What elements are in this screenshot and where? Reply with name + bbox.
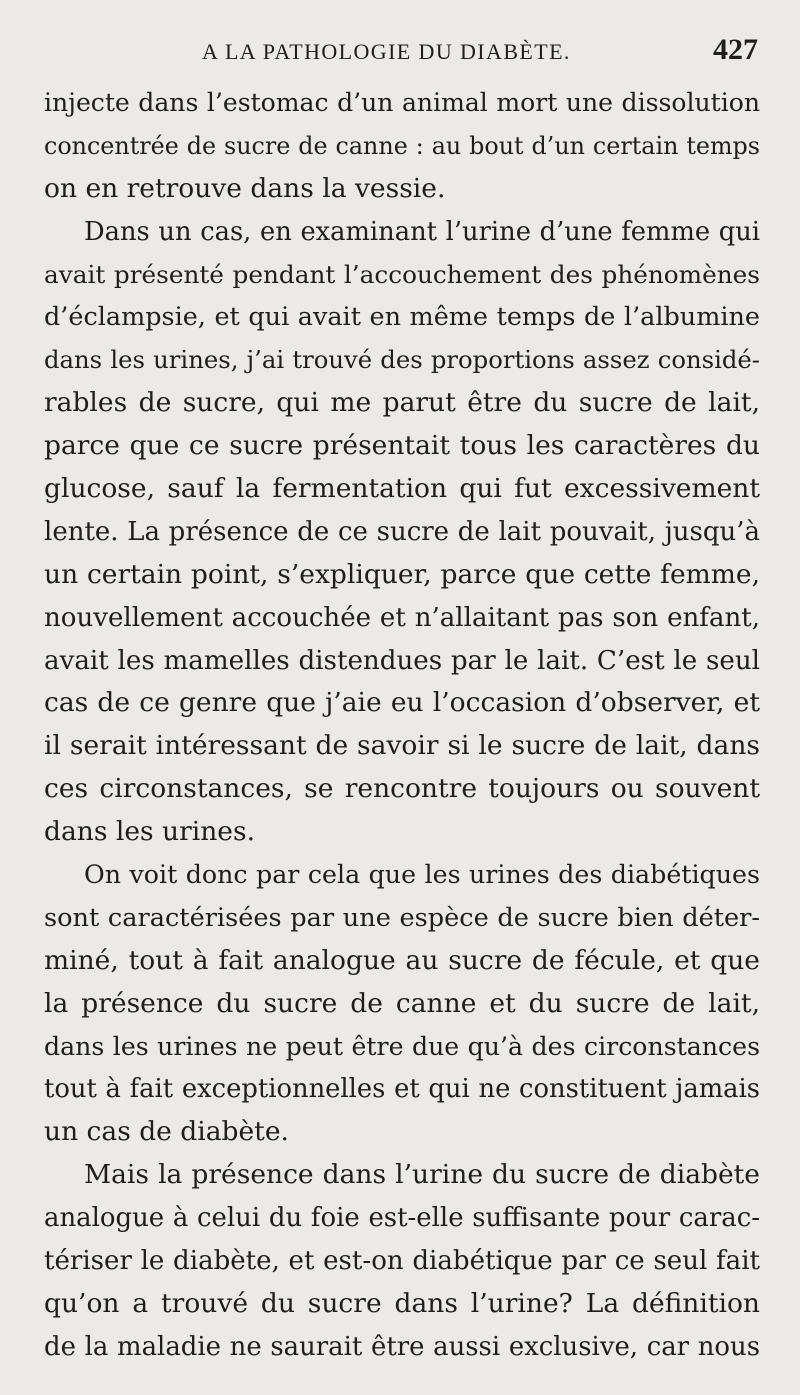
text-line: dans les urines ne peut être due qu’à des circonstances xyxy=(44,1031,760,1061)
text-line: dans les urines. xyxy=(44,816,256,848)
text-line: parce que ce sucre présentait tous les caractères du xyxy=(44,430,760,462)
text-line: On voit donc par cela que les urines des diabétiques xyxy=(84,860,760,890)
text-line: cas de ce genre que j’aie eu l’occasion d’observer, et xyxy=(44,687,760,719)
text-line: injecte dans l’estomac d’un animal mort une dissolution xyxy=(44,88,760,117)
text-line: Dans un cas, en examinant l’urine d’une femme qui xyxy=(84,216,760,247)
text-line: tériser le diabète, et est-on diabétique par ce seul fait xyxy=(44,1246,760,1277)
text-line: rables de sucre, qui me parut être du sucre de lait, xyxy=(44,387,760,419)
page-number: 427 xyxy=(713,33,758,66)
text-line: un certain point, s’expliquer, parce que cette femme, xyxy=(44,558,760,590)
running-title: A LA PATHOLOGIE DU DIABÈTE. xyxy=(202,39,571,64)
text-line: avait les mamelles distendues par le lait. C’est le seul xyxy=(44,645,760,676)
text-line: il serait intéressant de savoir si le sucre de lait, dans xyxy=(44,730,760,762)
text-line: qu’on a trouvé du sucre dans l’urine? La définition xyxy=(44,1287,760,1319)
text-line: lente. La présence de ce sucre de lait pouvait, jusqu’à xyxy=(44,516,760,547)
text-line: la présence du sucre de canne et du sucre de lait, xyxy=(44,987,760,1019)
page-header xyxy=(44,35,758,69)
text-line: tout à fait exceptionnelles et qui ne constituent jamais xyxy=(44,1074,760,1105)
text-line: glucose, sauf la fermentation qui fut excessivement xyxy=(44,473,760,505)
text-line: on en retrouve dans la vessie. xyxy=(44,172,446,204)
text-line: Mais la présence dans l’urine du sucre de diabète xyxy=(84,1159,760,1191)
text-line: un cas de diabète. xyxy=(44,1116,289,1148)
text-line: avait présenté pendant l’accouchement des phénomènes xyxy=(44,259,760,289)
text-line: d’éclampsie, et qui avait en même temps de l’albumine xyxy=(44,302,760,333)
text-line: nouvellement accouchée et n’allaitant pas son enfant, xyxy=(44,602,760,633)
text-line: concentrée de sucre de canne : au bout d’un certain temps xyxy=(44,131,760,160)
text-line: dans les urines, j’ai trouvé des proportions assez considé- xyxy=(44,345,760,375)
text-line: ces circonstances, se rencontre toujours ou souvent xyxy=(44,773,760,805)
text-line: de la maladie ne saurait être aussi exclusive, car nous xyxy=(44,1331,760,1362)
text-line: sont caractérisées par une espèce de sucre bien déter- xyxy=(44,902,760,933)
body-text xyxy=(44,82,760,1369)
text-line: analogue à celui du foie est-elle suffisante pour carac- xyxy=(44,1203,760,1234)
text-line: miné, tout à fait analogue au sucre de fécule, et que xyxy=(44,944,760,976)
